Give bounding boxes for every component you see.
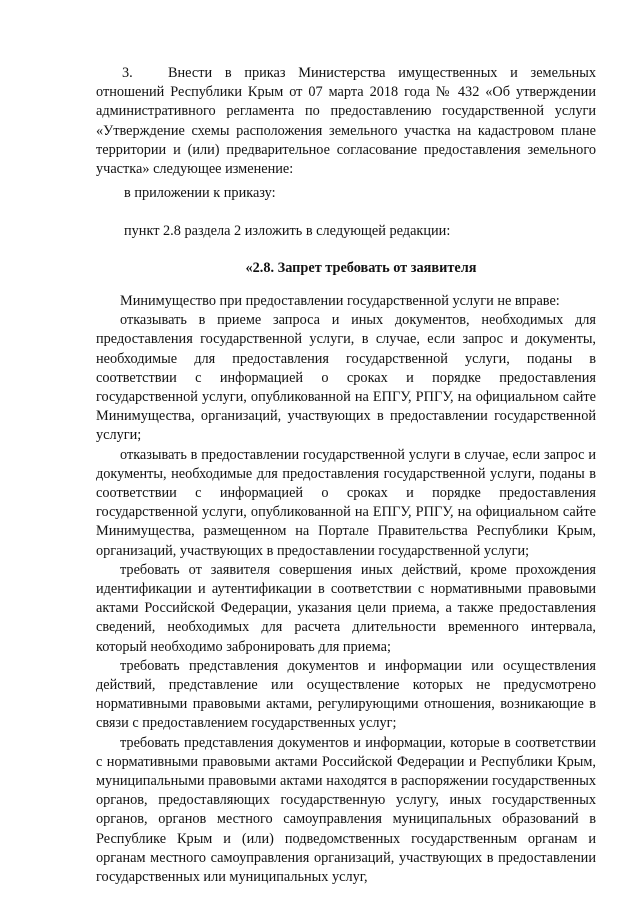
item-3-paragraph bbox=[96, 64, 596, 179]
body-paragraph: Минимущество при предоставлении государственной услуги не вправе: bbox=[120, 293, 560, 309]
body-paragraph: требовать от заявителя совершения иных действий, кроме прохождения идентификации и аутентификации в соответствии с нормативными правовыми актами Российской Федерации, указания цели приема, а также предоставления сведений, необходимых для расчета длительности временного интервала, который необходимо забронировать для приема; bbox=[96, 561, 596, 655]
section-heading: «2.8. Запрет требовать от заявителя bbox=[245, 260, 477, 276]
body-paragraph: отказывать в предоставлении государственной услуги в случае, если запрос и документы, необходимые для предоставления государственной услуги, поданы в соответствии с информацией о сроках и порядке предоставления государственной услуги, опубликованной на ЕПГУ, РПГУ, на официальном сайте Минимущества, размещенном на Портале Правительства Республики Крым, организаций, участвующих в предоставлении государственной услуги; bbox=[96, 446, 596, 559]
point-line: пункт 2.8 раздела 2 изложить в следующей редакции: bbox=[124, 223, 451, 239]
item-3-number: 3. bbox=[122, 65, 133, 81]
body-paragraph: требовать представления документов и информации или осуществления действий, представление или осуществление которых не предусмотрено нормативными правовыми актами, регулирующими отношения, возникающие в связи с предоставлением государственных услуг; bbox=[96, 657, 596, 732]
body-paragraph: требовать представления документов и информации, которые в соответствии с нормативными правовыми актами Российской Федерации и Республики Крым, муниципальными правовыми актами находятся в распоряжении государственных органов, предоставляющих государственную услугу, иных государственных органов, органов местного самоуправления муниципальных образований в Республике Крым и (или) подведомственных государственным органам и органам местного самоуправления организаций, участвующих в предоставлении государственных или муниципальных услуг, bbox=[96, 734, 596, 886]
body-paragraph: отказывать в приеме запроса и иных документов, необходимых для предоставления государственной услуги, в случае, если запрос и документы, необходимые для предоставления государственной услуги, поданы в соответствии с информацией о сроках и порядке предоставления государственной услуги, опубликованной на ЕПГУ, РПГУ, на официальном сайте Минимущества, организаций, участвующих в предоставлении государственной услуги; bbox=[96, 312, 596, 444]
item-3-text: Внести в приказ Министерства имущественных и земельных отношений Республики Крым от 07 марта 2018 года № 432 «Об утверждении административного регламента по предоставлению государственной услуги «Утверждение схемы расположения земельного участка на кадастровом плане территории и (или) предварительное согласование предоставления земельного участка» следующее изменение: bbox=[96, 65, 596, 178]
annex-line: в приложении к приказу: bbox=[124, 185, 276, 201]
section-body bbox=[96, 292, 596, 887]
